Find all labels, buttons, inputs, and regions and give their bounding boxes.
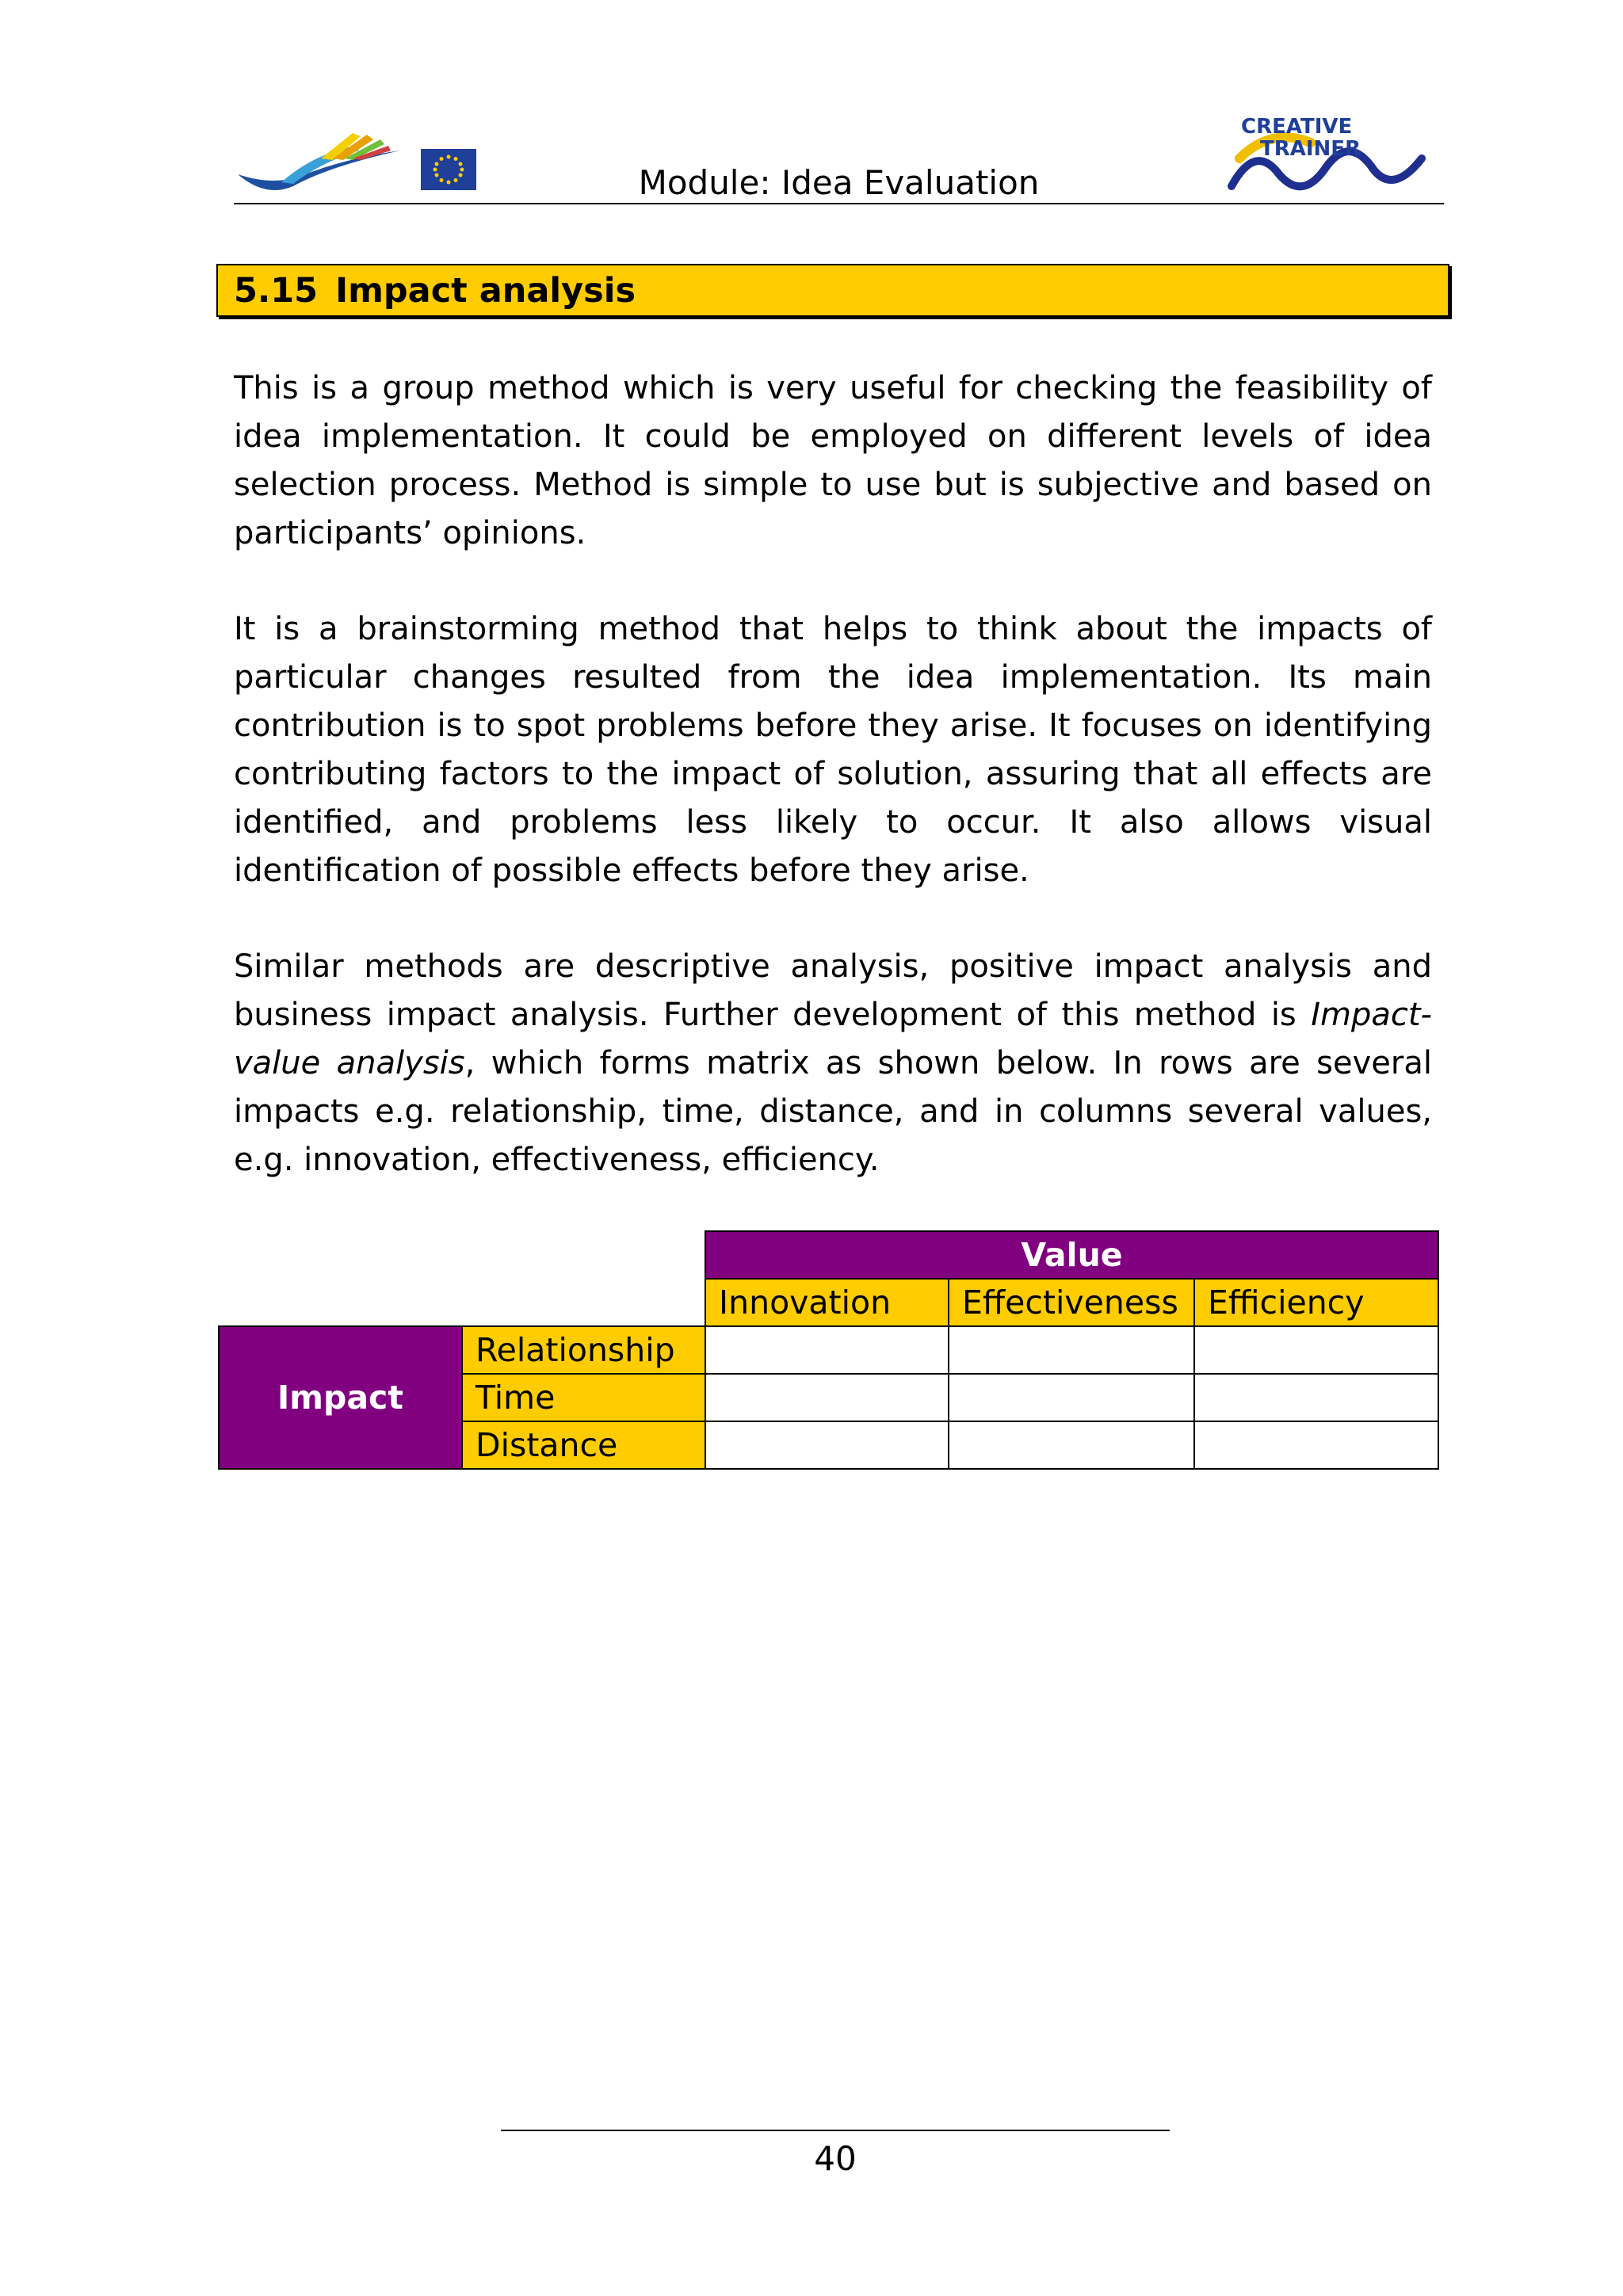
matrix-cell — [705, 1374, 949, 1421]
impact-header: Impact — [219, 1326, 462, 1469]
paragraph-2: It is a brainstorming method that helps to think about the impacts of particular changes resulted from the idea implementation. Its main contribution is to spot problems before they arise. It focuses on identifying contributing factors to the impact of solution, assuring that all effects are identified, and problems less likely to occur. It also allows visual identification of possible effects before they arise. — [234, 611, 1432, 889]
matrix-cell — [1194, 1374, 1438, 1421]
column-header-innovation: Innovation — [705, 1279, 949, 1326]
page-number: 40 — [814, 2139, 857, 2178]
paragraph-3-end: , which forms matrix as shown below. In rows are several impacts e.g. relationship, time, distance, and in columns several values, e.g. innovation, effectiveness, efficiency. — [234, 1045, 1432, 1178]
paragraph-3-start: Similar methods are descriptive analysis, positive impact analysis and business impact analysis. Further development of this method is — [234, 948, 1432, 1033]
row-header-time: Time — [462, 1374, 705, 1421]
creative-logo-word: CREATIVE — [1241, 115, 1353, 139]
section-heading — [216, 264, 1449, 317]
row-header-distance: Distance — [462, 1421, 705, 1469]
header-divider — [234, 203, 1444, 204]
paragraph-3 — [234, 943, 1432, 1184]
creative-trainer-logo — [1224, 111, 1430, 198]
matrix-cell — [949, 1374, 1194, 1421]
table-row — [219, 1326, 1438, 1374]
matrix-cell — [949, 1326, 1194, 1374]
column-header-efficiency: Efficiency — [1194, 1279, 1438, 1326]
matrix-blank-cell — [462, 1279, 705, 1326]
paragraph-1: This is a group method which is very useful for checking the feasibility of idea implementation. It could be employed on different levels of idea selection process. Method is simple to use but is subjective and based on participants’ opinions. — [234, 370, 1432, 551]
value-header: Value — [705, 1231, 1438, 1279]
section-number: 5.15 — [234, 270, 319, 311]
module-title: Module: Idea Evaluation — [638, 163, 1040, 202]
matrix-cell — [1194, 1326, 1438, 1374]
trainer-logo-word: TRAINER — [1260, 137, 1361, 161]
matrix-cell — [1194, 1421, 1438, 1469]
matrix-cell — [949, 1421, 1194, 1469]
body-text — [234, 364, 1432, 1232]
matrix-blank-cell — [219, 1279, 462, 1326]
matrix-blank-cell — [462, 1231, 705, 1279]
matrix-row-column-headers — [219, 1279, 1438, 1326]
impact-value-analysis-term: Impact-value analysis — [234, 997, 1432, 1081]
row-header-relationship: Relationship — [462, 1326, 705, 1374]
matrix-cell — [705, 1421, 949, 1469]
section-title: Impact analysis — [335, 270, 636, 311]
column-header-effectiveness: Effectiveness — [949, 1279, 1194, 1326]
impact-value-matrix — [218, 1230, 1439, 1470]
matrix-row-value-header — [219, 1231, 1438, 1279]
matrix-cell — [705, 1326, 949, 1374]
footer-divider — [501, 2130, 1170, 2131]
page-header — [234, 111, 1444, 204]
matrix-blank-cell — [219, 1231, 462, 1279]
